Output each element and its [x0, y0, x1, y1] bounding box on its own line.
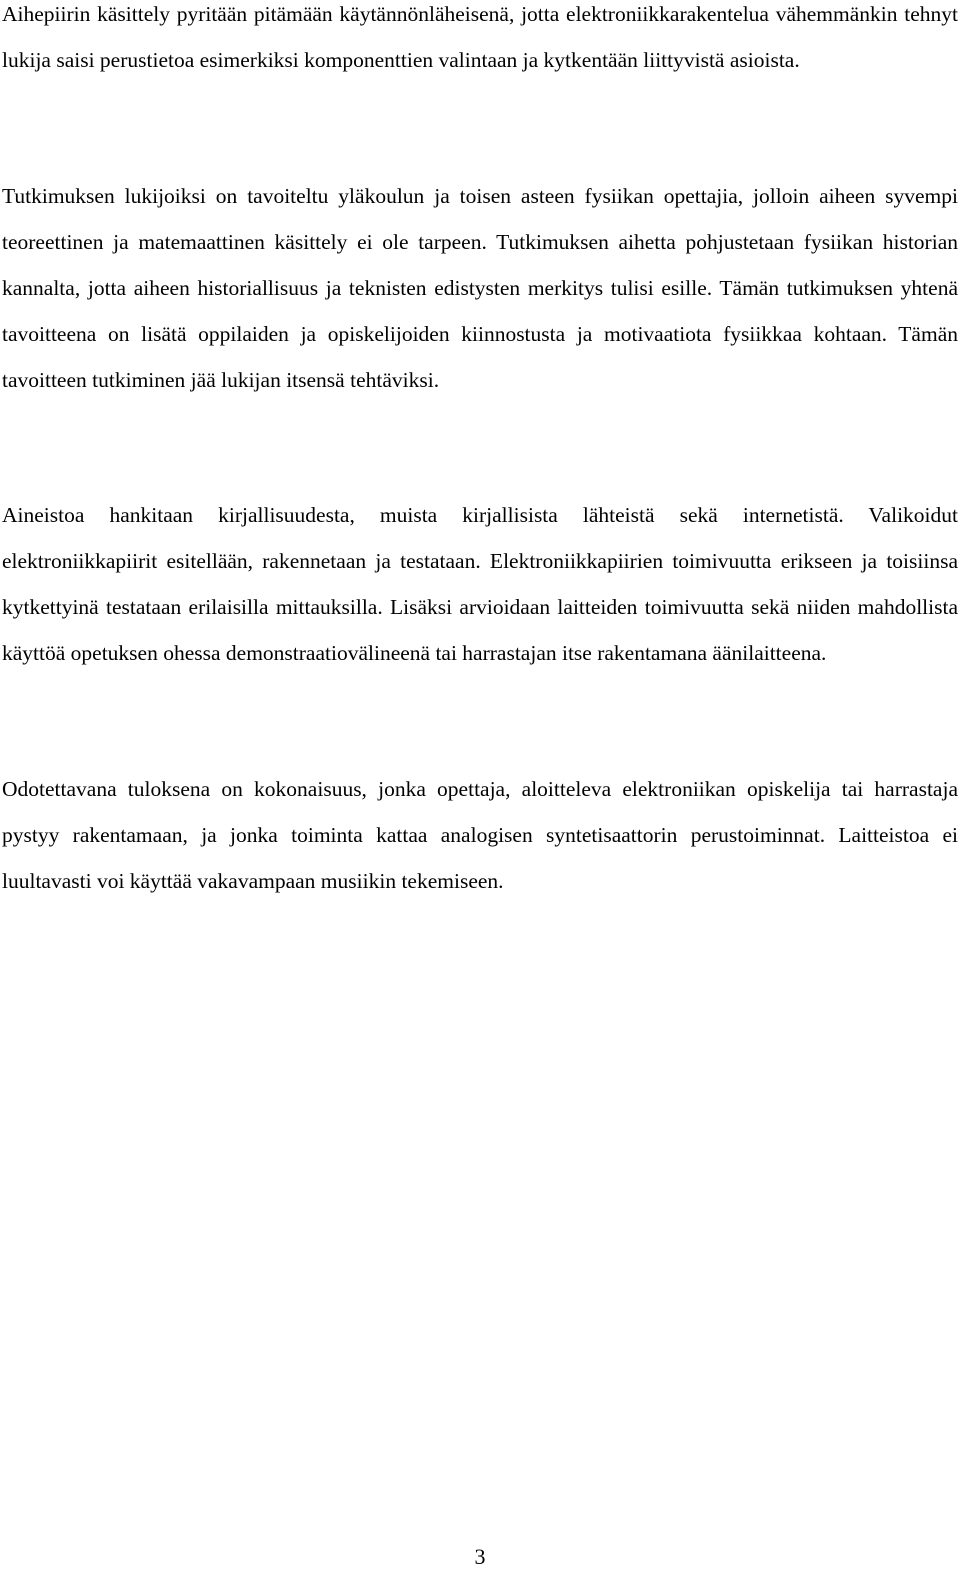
paragraph-4: Odotettavana tuloksena on kokonaisuus, jonka opettaja, aloitteleva elektroniikan opiskelija tai harrastaja pystyy rakentamaan, ja jonka toiminta kattaa analogisen syntetisaattorin perustoiminnat. Laitteistoa ei luultavasti voi käyttää vakavampaan musiikin tekemiseen. [2, 777, 958, 893]
paragraph-2: Tutkimuksen lukijoiksi on tavoiteltu yläkoulun ja toisen asteen fysiikan opettajia, jolloin aiheen syvempi teoreettinen ja matemaattinen käsittely ei ole tarpeen. Tutkimuksen aihetta pohjustetaan fysiikan historian kannalta, jotta aiheen historiallisuus ja teknisten edistysten merkitys tulisi esille. Tämän tutkimuksen yhtenä tavoitteena on lisätä oppilaiden ja opiskelijoiden kiinnostusta ja motivaatiota fysiikkaa kohtaan. Tämän tavoitteen tutkiminen jää lukijan itsensä tehtäviksi. [2, 184, 958, 392]
page-number: 3 [474, 1544, 486, 1569]
paragraph-1: Aihepiirin käsittely pyritään pitämään käytännönläheisenä, jotta elektroniikkarakentelua vähemmänkin tehnyt lukija saisi perustietoa esimerkiksi komponenttien valintaan ja kytkentään liittyvistä asioista. [2, 2, 958, 72]
paragraph-3: Aineistoa hankitaan kirjallisuudesta, muista kirjallisista lähteistä sekä internetistä. Valikoidut elektroniikkapiirit esitellään, rakennetaan ja testataan. Elektroniikkapiirien toimivuutta erikseen ja toisiinsa kytkettyinä testataan erilaisilla mittauksilla. Lisäksi arvioidaan laitteiden toimivuutta sekä niiden mahdollista käyttöä opetuksen ohessa demonstraatiovälineenä tai harrastajan itse rakentamana äänilaitteena. [2, 503, 958, 665]
